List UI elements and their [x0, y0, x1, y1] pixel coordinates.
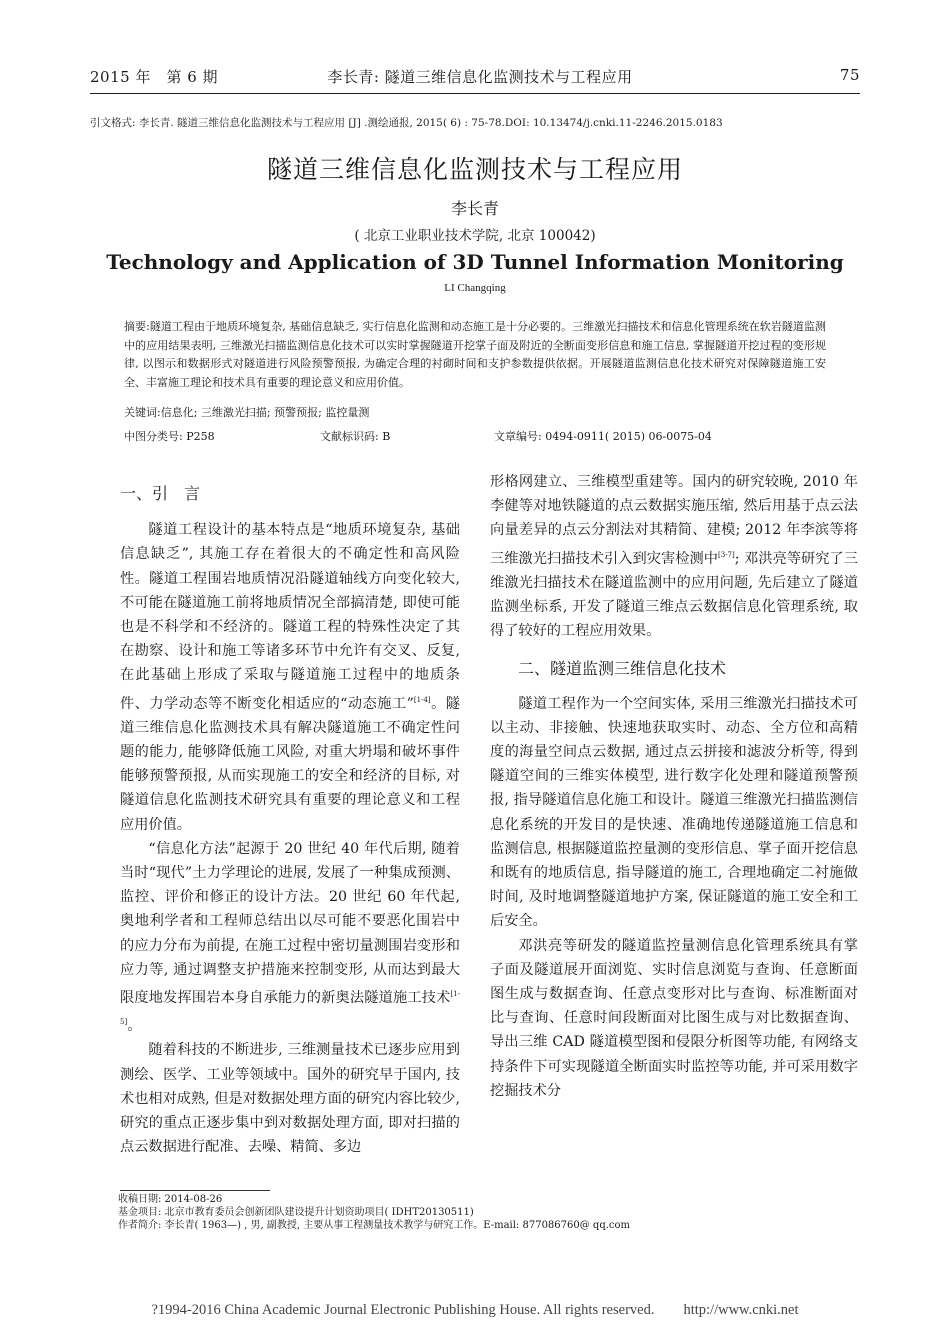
author-name-en: LI Changqing [444, 282, 506, 294]
left-column [120, 482, 460, 1159]
right-column [490, 470, 858, 1103]
paragraph: 邓洪亮等研发的隧道监控量测信息化管理系统具有掌子面及隧道展开面浏览、实时信息浏览与查询、任意断面图生成与数据查询、任意点变形对比与查询、标准断面对比与查询、任意时间段断面对比图生成与对比数据查询、导出三维 CAD 隧道模型图和侵限分析图等功能, 有网络支持条件下可实现隧道全断面实时监控等功能, 并可采用数字挖掘技术分 [490, 937, 858, 1099]
paragraph-continued: 形格网建立、三维模型重建等。国内的研究较晚, 2010 年李健等对地铁隧道的点云数据实施压缩, 然后用基于点云法向量差异的点云分割法对其精简、建模; 2012 年李滨等将三维激光扫描技术引入到灾害检测中[3-7]; 邓洪亮等研究了三维激光扫描技术在隧道监测中的应用问题, 先后建立了隧道监测坐标系, 开发了隧道三维点云数据信息化管理系统, 取得了较好的工程应用效果。 [490, 474, 858, 640]
abstract-text: 隧道工程由于地质环境复杂, 基础信息缺乏, 实行信息化监测和动态施工是十分必要的。三维激光扫描技术和信息化管理系统在软岩隧道监测中的应用结果表明, 三维激光扫描监测信息化技术可以实时掌握隧道开挖掌子面及附近的全断面变形信息和施工信息, 掌握隧道开挖过程的变形规律, 以图示和数据形式对隧道进行风险预警预报, 为确定合理的衬砌时间和支护参数提供依据。开展隧道监测信息化技术研究对保障隧道施工安全、丰富施工理论和技术具有重要的理论意义和应用价值。 [124, 320, 826, 389]
section-heading-technology: 二、隧道监测三维信息化技术 [518, 659, 727, 679]
document-code: 文献标识码: B [320, 430, 391, 443]
keywords-label: 关键词: [124, 406, 161, 419]
copyright-footer: ?1994-2016 China Academic Journal Electronic Publishing House. All rights reserved. http://www.cnki.net [151, 1302, 799, 1318]
citation-line: 引文格式: 李长青. 隧道三维信息化监测技术与工程应用 [J] .测绘通报, 2015( 6) : 75-78.DOI: 10.13474/j.cnki.11-2246.2015.0183 [90, 117, 723, 129]
affiliation-cn: ( 北京工业职业技术学院, 北京 100042) [354, 228, 596, 244]
article-title-en: Technology and Application of 3D Tunnel Information Monitoring [106, 250, 844, 274]
footnote-received: 收稿日期: 2014-08-26 [118, 1194, 223, 1205]
clc-number: 中图分类号: P258 [124, 430, 215, 443]
footnote-author-bio: 作者简介: 李长青( 1963—) , 男, 副教授, 主要从事工程测量技术教学与研究工作。E-mail: 877086760@ qq.com [118, 1220, 631, 1231]
abstract-label: 摘要: [124, 320, 150, 333]
footnote-rule [120, 1190, 270, 1191]
paragraph: “信息化方法”起源于 20 世纪 40 年代后期, 随着当时“现代”土力学理论的进展, 发展了一种集成预测、监控、评价和修正的设计方法。20 世纪 60 年代起, 奥地利学者和工程师总结出以尽可能不要恶化围岩中的应力分布为前提, 在施工过程中密切量测围岩变形和应力等, 通过调整支护措施来控制变形, 从而达到最大限度地发挥围岩本身自承能力的新奥法隧道施工技术[1-5]。 [120, 840, 460, 1035]
page-number: 75 [839, 66, 860, 84]
section-heading-introduction: 一、引 言 [120, 484, 201, 503]
reference-marker: [3-7] [717, 550, 735, 559]
keywords-text: 信息化; 三维激光扫描; 预警预报; 监控量测 [160, 406, 370, 419]
running-title: 李长青: 隧道三维信息化监测技术与工程应用 [327, 68, 633, 86]
journal-issue: 2015 年 第 6 期 [90, 68, 219, 86]
author-name-cn: 李长青 [450, 199, 499, 218]
reference-marker: [1-5] [120, 990, 460, 1027]
article-title-cn: 隧道三维信息化监测技术与工程应用 [266, 155, 683, 184]
paragraph: 随着科技的不断进步, 三维测量技术已逐步应用到测绘、医学、工业等领域中。国外的研究早于国内, 技术也相对成熟, 但是对数据处理方面的研究内容比较少, 研究的重点正逐步集中到对数据处理方面, 即对扫描的点云数据进行配准、去噪、精简、多边 [120, 1042, 460, 1156]
keywords [124, 404, 369, 420]
abstract [124, 318, 826, 392]
footnote-fund: 基金项目: 北京市教育委员会创新团队建设提升计划资助项目( IDHT20130511) [118, 1207, 474, 1218]
reference-marker: [1-4] [413, 695, 431, 704]
paragraph: 隧道工程设计的基本特点是“地质环境复杂, 基础信息缺乏”, 其施工存在着很大的不确定性和高风险性。隧道工程围岩地质情况沿隧道轴线方向变化较大, 不可能在隧道施工前将地质情况全部搞清楚, 即使可能也是不科学和不经济的。隧道工程的特殊性决定了其在勘察、设计和施工等诸多环节中允许有交叉、反复, 在此基础上形成了采取与隧道施工过程中的地质条件、力学动态等不断变化相适应的“动态施工”[1-4]。隧道三维信息化监测技术具有解决隧道施工不确定性问题的能力, 能够降低施工风险, 对重大坍塌和破坏事件能够预警预报, 从而实现施工的安全和经济的目标, 对隧道信息化监测技术研究具有重要的理论意义和工程应用价值。 [120, 522, 460, 833]
article-number: 文章编号: 0494-0911( 2015) 06-0075-04 [494, 430, 712, 443]
paragraph: 隧道工程作为一个空间实体, 采用三维激光扫描技术可以主动、非接触、快速地获取实时、动态、全方位和高精度的海量空间点云数据, 通过点云拼接和滤波分析等, 得到隧道空间的三维实体模型, 进行数字化处理和隧道预警预报, 指导隧道信息化施工和设计。隧道三维激光扫描监测信息化系统的开发目的是快速、准确地传递隧道施工信息和监测信息, 根据隧道监控量测的变形信息、掌子面开挖信息和既有的地质信息, 指导隧道的施工, 合理地确定二衬施做时间, 及时地调整隧道地护方案, 保证隧道的施工安全和工后安全。 [490, 695, 858, 930]
header-rule [90, 93, 860, 94]
